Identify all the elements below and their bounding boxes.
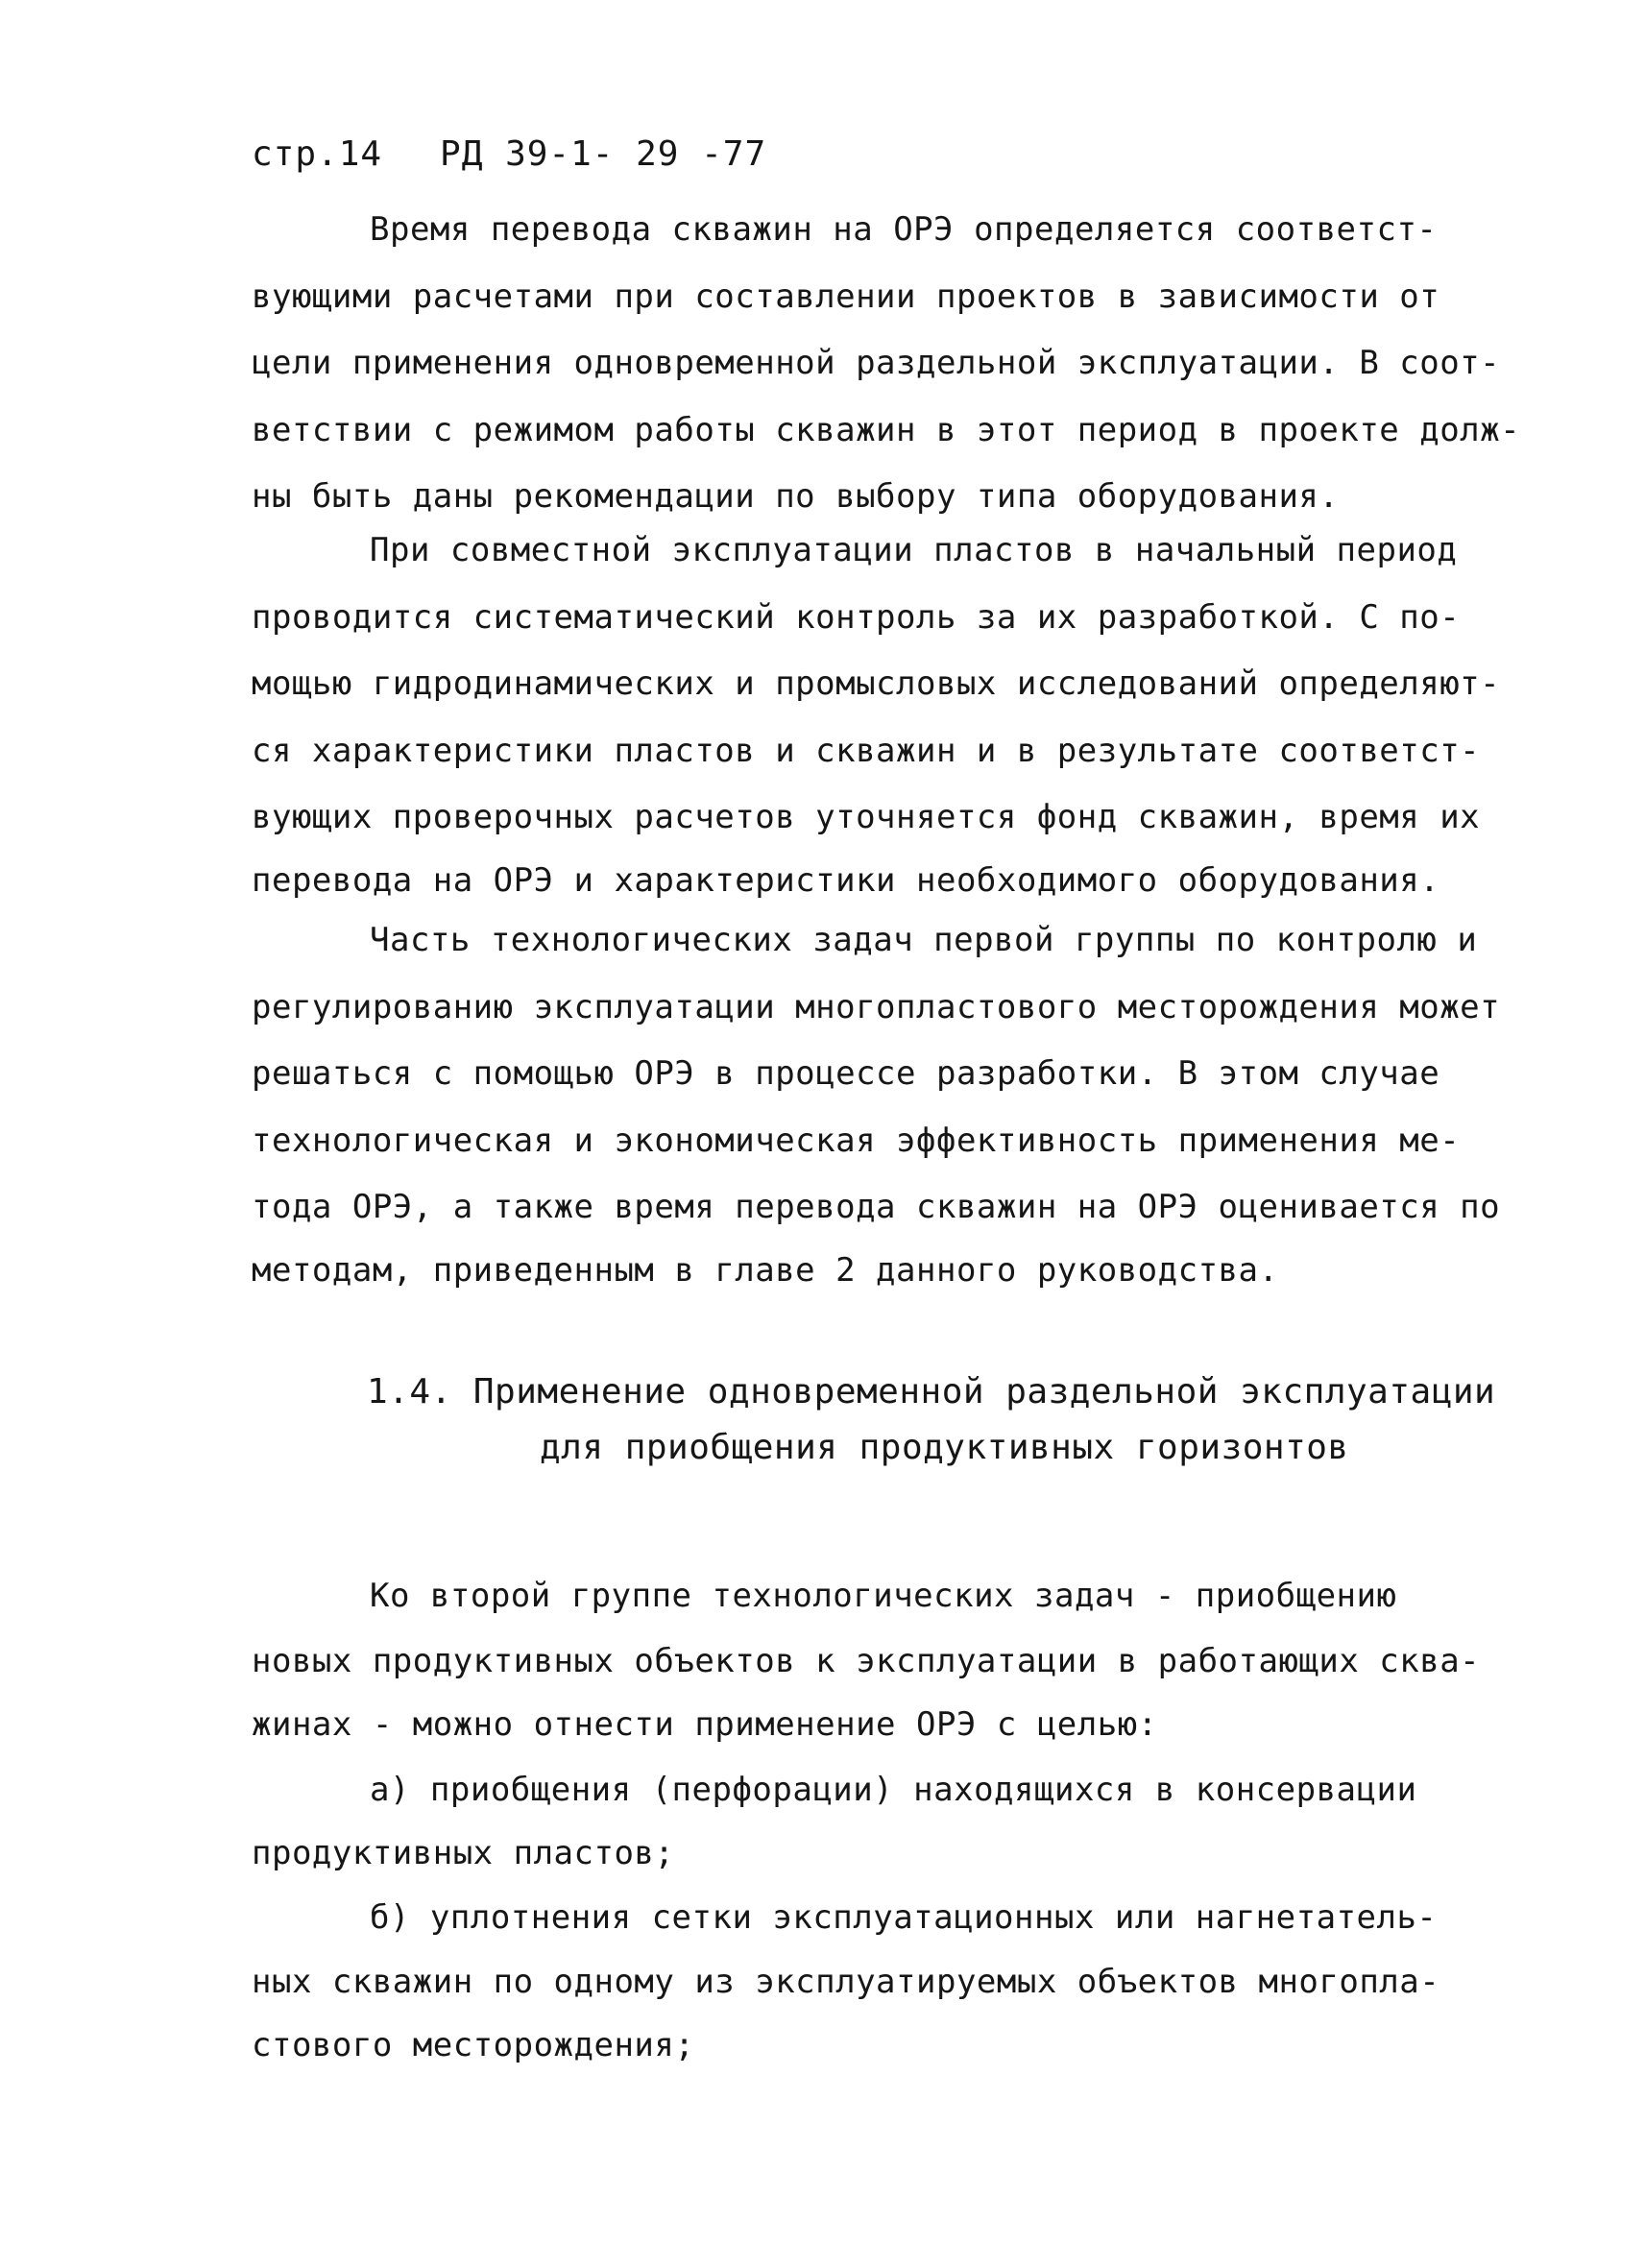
page-number: стр.14 [252,134,383,174]
paragraph-2-line-3: мощью гидродинамических и промысловых исследований определяют- [252,664,1501,703]
paragraph-2-line-2: проводится систематический контроль за их разработкой. С по- [252,598,1461,637]
paragraph-2-line-5: вующих проверочных расчетов уточняется фонд скважин, время их [252,798,1481,836]
paragraph-1-line-3: цели применения одновременной раздельной эксплуатации. В соот- [252,344,1501,382]
paragraph-2-line-6: перевода на ОРЭ и характеристики необходимого оборудования. [252,861,1440,900]
paragraph-3-line-5: тода ОРЭ, а также время перевода скважин на ОРЭ оценивается по [252,1188,1501,1226]
paragraph-1-line-2: вующими расчетами при составлении проектов в зависимости от [252,277,1440,316]
paragraph-1-line-4: ветствии с режимом работы скважин в этот период в проекте долж- [252,411,1521,449]
paragraph-2-line-4: ся характеристики пластов и скважин и в результате соответст- [252,732,1481,770]
paragraph-1-line-1: Время перевода скважин на ОРЭ определяется соответст- [370,210,1438,249]
paragraph-3-line-2: регулированию эксплуатации многопластового месторождения может [252,988,1501,1026]
list-item-a-line-2: продуктивных пластов; [252,1834,675,1872]
paragraph-3-line-1: Часть технологических задач первой группы по контролю и [370,921,1478,959]
list-item-b-line-1: б) уплотнения сетки эксплуатационных или нагнетатель- [370,1898,1438,1937]
paragraph-3-line-3: решаться с помощью ОРЭ в процессе разработки. В этом случае [252,1054,1440,1093]
paragraph-4-line-3: жинах - можно отнести применение ОРЭ с целью: [252,1705,1158,1744]
list-item-b-line-2: ных скважин по одному из эксплуатируемых объектов многопла- [252,1963,1440,2001]
paragraph-2-line-1: При совместной эксплуатации пластов в начальный период [370,531,1458,569]
paragraph-4-line-2: новых продуктивных объектов к эксплуатации в работающих сква- [252,1642,1481,1680]
list-item-a-line-1: а) приобщения (перфорации) находящихся в консервации [370,1771,1417,1809]
section-heading-line-2: для приобщения продуктивных горизонтов [540,1428,1349,1467]
paragraph-3-line-6: методам, приведенным в главе 2 данного руководства. [252,1251,1279,1290]
section-heading-line-1: 1.4. Применение одновременной раздельной эксплуатации [367,1372,1496,1411]
paragraph-3-line-4: технологическая и экономическая эффективность применения ме- [252,1122,1461,1160]
document-code: РД 39-1- 29 -77 [440,134,767,174]
paragraph-1-line-5: ны быть даны рекомендации по выбору типа оборудования. [252,477,1340,516]
paragraph-4-line-1: Ко второй группе технологических задач - приобщению [370,1577,1397,1615]
list-item-b-line-3: стового месторождения; [252,2026,695,2064]
page-header [252,134,766,174]
